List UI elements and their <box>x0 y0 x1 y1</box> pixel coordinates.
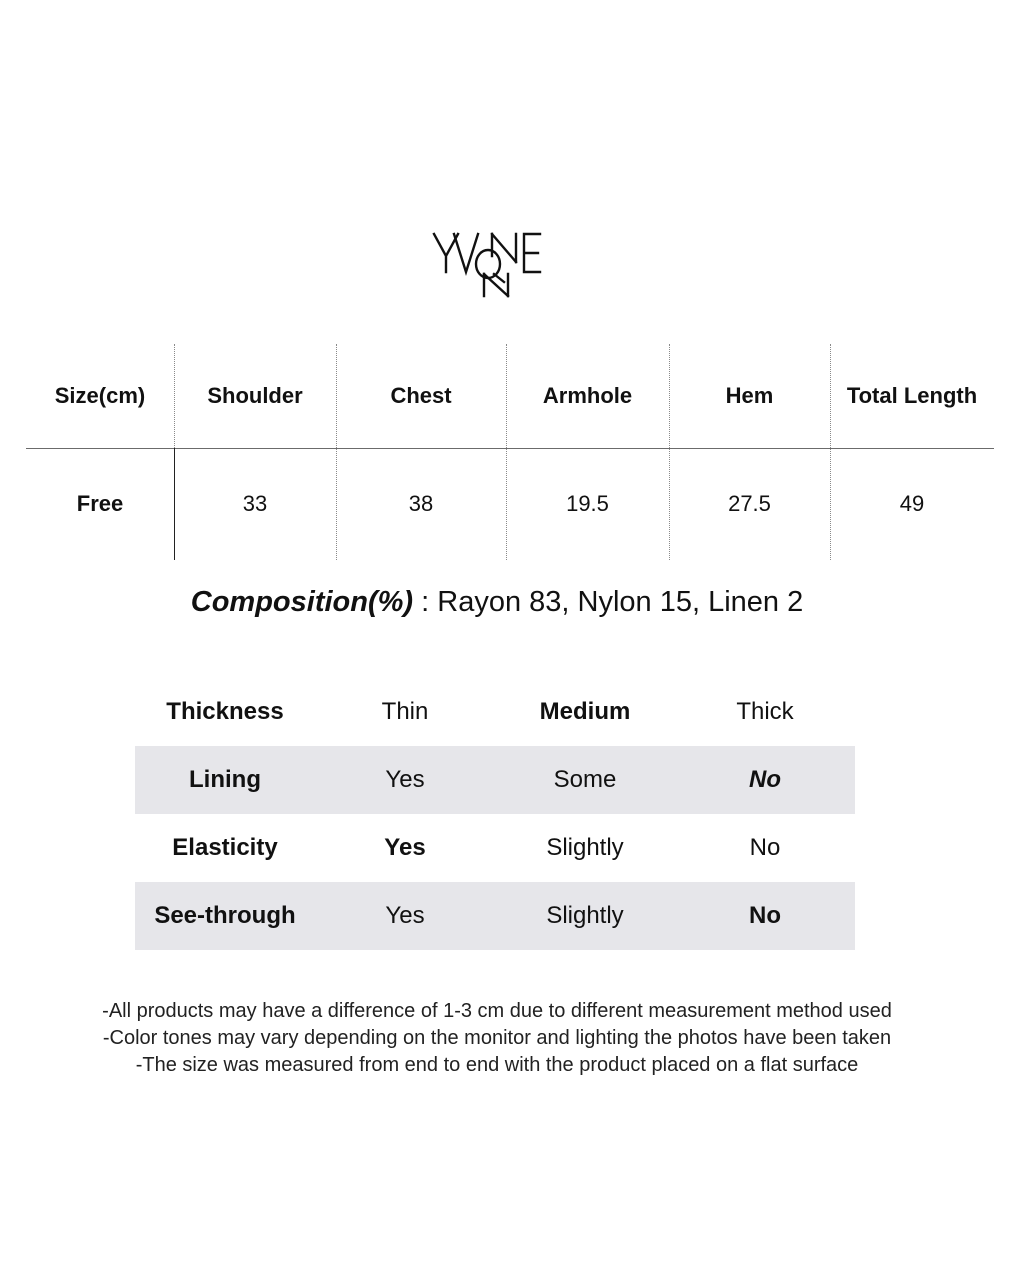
see-through-option-yes: Yes <box>385 902 425 929</box>
see-through-option-slightly: Slightly <box>546 902 624 929</box>
armhole-header-cell: Armhole <box>542 383 633 408</box>
lining-option-yes: Yes <box>385 766 425 793</box>
elasticity-row <box>135 814 855 882</box>
column-divider <box>336 344 337 560</box>
header-divider <box>26 448 994 449</box>
thickness-option-thin: Thin <box>381 698 429 725</box>
hem-header-cell: Hem <box>725 383 774 408</box>
lining-row <box>135 746 855 814</box>
brand-logo <box>428 222 568 304</box>
column-divider <box>830 344 831 560</box>
thickness-option-medium: Medium <box>539 698 631 725</box>
see-through-option-no: No <box>749 902 781 929</box>
measurement-notes <box>0 998 994 1079</box>
lining-option-no: No <box>749 766 781 793</box>
size-header-cell: Size(cm) <box>54 383 146 408</box>
column-divider <box>174 344 175 448</box>
column-divider <box>669 344 670 560</box>
fabric-properties-table <box>135 678 855 950</box>
column-divider <box>174 448 175 560</box>
shoulder-value-cell: 33 <box>242 491 268 516</box>
thickness-label: Thickness <box>166 698 284 725</box>
composition-value: Rayon 83, Nylon 15, Linen 2 <box>437 586 804 618</box>
total-length-header-cell: Total Length <box>846 383 978 408</box>
size-value-cell: Free <box>76 491 124 516</box>
composition-line <box>0 586 994 619</box>
elasticity-option-slightly: Slightly <box>546 834 624 861</box>
size-table <box>26 344 994 560</box>
note-line: -The size was measured from end to end with the product placed on a flat surface <box>135 1054 859 1076</box>
note-line: -All products may have a difference of 1-3 cm due to different measurement method used <box>102 1000 892 1022</box>
elasticity-option-yes: Yes <box>384 834 426 861</box>
chest-header-cell: Chest <box>390 383 452 408</box>
composition-label: Composition(%) <box>190 586 414 618</box>
composition-separator: : <box>413 586 438 618</box>
elasticity-label: Elasticity <box>172 834 278 861</box>
thickness-row <box>135 678 855 746</box>
see-through-row <box>135 882 855 950</box>
lining-option-some: Some <box>553 766 617 793</box>
note-line: -Color tones may vary depending on the monitor and lighting the photos have been taken <box>102 1027 892 1049</box>
armhole-value-cell: 19.5 <box>566 491 609 516</box>
hem-value-cell: 27.5 <box>728 491 771 516</box>
lining-label: Lining <box>189 766 261 793</box>
thickness-option-thick: Thick <box>736 698 794 725</box>
column-divider <box>506 344 507 560</box>
see-through-label: See-through <box>154 902 296 929</box>
chest-value-cell: 38 <box>408 491 434 516</box>
total-length-value-cell: 49 <box>899 491 925 516</box>
shoulder-header-cell: Shoulder <box>207 383 303 408</box>
elasticity-option-no: No <box>749 834 781 861</box>
